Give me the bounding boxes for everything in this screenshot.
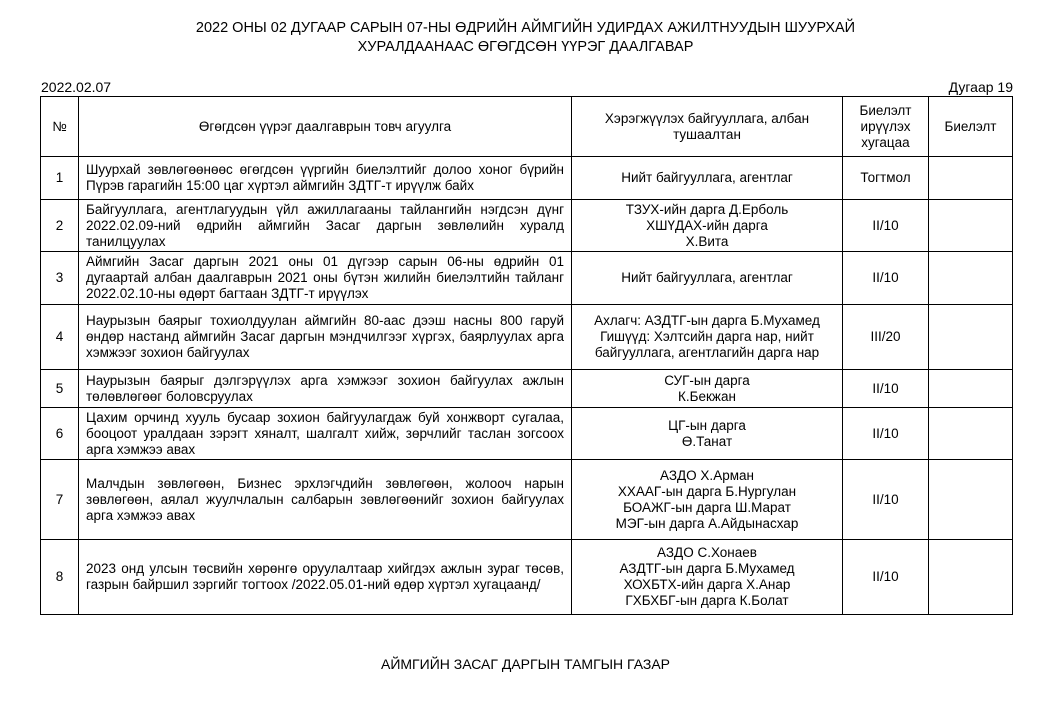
- column-header-due-line: ирүүлэх: [860, 118, 911, 134]
- table-row: [41, 408, 1013, 460]
- task-text: Шуурхай зөвлөгөөнөөс өгөгдсөн үүргийн биелэлтийг долоо хоног бүрийн Пүрэв гарагийн 15:00 цаг хүртэл аймгийн ЗДТГ-т ирүүлж байх: [79, 157, 572, 200]
- responsible-line: СУГ-ын дарга: [664, 372, 750, 388]
- table-row: [41, 370, 1013, 408]
- status-cell: [929, 157, 1013, 200]
- status-cell: [929, 460, 1013, 540]
- column-header-number: №: [41, 97, 79, 157]
- responsible-line: ГХБХБГ-ын дарга К.Болат: [625, 593, 789, 608]
- responsible-line: АЗДО Х.Арман: [660, 467, 754, 483]
- column-header-due-line: хугацаа: [861, 134, 910, 150]
- responsible-line: ХХААГ-ын дарга Б.Нургулан: [617, 483, 797, 499]
- due-cell: II/10: [843, 370, 929, 408]
- document-date: 2022.02.07: [41, 79, 112, 95]
- responsible-line: К.Бекжан: [678, 388, 736, 404]
- responsible-line: Гишүүд: Хэлтсийн дарга нар, нийт: [600, 329, 814, 344]
- due-cell: II/10: [843, 408, 929, 460]
- document-title-line-1: 2022 ОНЫ 02 ДУГААР САРЫН 07-НЫ ӨДРИЙН АЙМГИЙН УДИРДАХ АЖИЛТНУУДЫН ШУУРХАЙ: [195, 20, 856, 36]
- task-text: Байгууллага, агентлагуудын үйл ажиллагааны тайлангийн нэгдсэн дүнг 2022.02.09-ний өдрийн аймгийн Засаг даргын зөвлөлийн хуралд танилцуулах: [79, 200, 572, 252]
- status-cell: [929, 408, 1013, 460]
- row-number: 7: [41, 460, 79, 540]
- task-text: Наурызын баярыг тохиолдуулан аймгийн 80-аас дээш насны 800 гаруй өндөр настанд аймгийн Засаг даргын мэндчилгээг хүргэх, баярлуулах арга хэмжээг зохион байгуулах: [79, 305, 572, 370]
- column-header-responsible: [572, 97, 843, 157]
- responsible-cell: [572, 252, 843, 305]
- responsible-line: МЭГ-ын дарга А.Айдынасхар: [615, 515, 799, 531]
- status-cell: [929, 305, 1013, 370]
- responsible-cell: [572, 157, 843, 200]
- responsible-line: БОАЖГ-ын дарга Ш.Марат: [623, 499, 791, 515]
- due-cell: II/10: [843, 200, 929, 252]
- status-cell: [929, 370, 1013, 408]
- responsible-line: Ахлагч: АЗДТГ-ын дарга Б.Мухамед: [594, 313, 820, 328]
- footer-organization: АЙМГИЙН ЗАСАГ ДАРГЫН ТАМГЫН ГАЗАР: [380, 656, 671, 672]
- responsible-cell: [572, 370, 843, 408]
- status-cell: [929, 200, 1013, 252]
- column-header-due: [843, 97, 929, 157]
- responsible-cell: [572, 540, 843, 615]
- document-number: Дугаар 19: [948, 79, 1013, 95]
- responsible-line: Ө.Танат: [681, 433, 733, 449]
- task-text: Аймгийн Засаг даргын 2021 оны 01 дүгээр сарын 06-ны өдрийн 01 дугаартай албан даалгаврын 2021 оны бүтэн жилийн биелэлтийн тайланг 2022.02.10-ны өдөрт багтаан ЗДТГ-т ирүүлэх: [79, 252, 572, 305]
- status-cell: [929, 540, 1013, 615]
- due-cell: II/10: [843, 252, 929, 305]
- table-header-row: [41, 97, 1013, 157]
- due-cell: Тогтмол: [843, 157, 929, 200]
- responsible-line: АЗДО С.Хонаев: [657, 545, 757, 560]
- row-number: 8: [41, 540, 79, 615]
- table-row: [41, 252, 1013, 305]
- row-number: 3: [41, 252, 79, 305]
- responsible-line: Х.Вита: [685, 233, 729, 249]
- table-row: [41, 460, 1013, 540]
- status-cell: [929, 252, 1013, 305]
- responsible-cell: [572, 305, 843, 370]
- row-number: 6: [41, 408, 79, 460]
- responsible-cell: [572, 460, 843, 540]
- due-cell: II/10: [843, 540, 929, 615]
- document-title-line-2: ХУРАЛДААНААС ӨГӨГДСӨН ҮҮРЭГ ДААЛГАВАР: [357, 39, 694, 55]
- column-header-status: Биелэлт: [929, 97, 1013, 157]
- column-header-responsible-line: тушаалтан: [673, 126, 741, 142]
- table-row: [41, 305, 1013, 370]
- responsible-line: Нийт байгууллага, агентлаг: [621, 270, 793, 285]
- table-row: [41, 540, 1013, 615]
- responsible-line: ХОХБТХ-ийн дарга Х.Анар: [623, 577, 791, 592]
- responsible-cell: [572, 408, 843, 460]
- column-header-responsible-line: Хэрэгжүүлэх байгууллага, албан: [604, 110, 810, 126]
- row-number: 2: [41, 200, 79, 252]
- responsible-line: ЦГ-ын дарга: [668, 417, 746, 433]
- responsible-line: ТЗУХ-ийн дарга Д.Ерболь: [625, 201, 789, 217]
- responsible-line: Нийт байгууллага, агентлаг: [621, 170, 793, 185]
- due-cell: III/20: [843, 305, 929, 370]
- column-header-task: Өгөгдсөн үүрэг даалгаврын товч агуулга: [79, 97, 572, 157]
- task-table: [40, 96, 1013, 615]
- row-number: 5: [41, 370, 79, 408]
- task-text: Цахим орчинд хууль бусаар зохион байгуулагдаж буй хонжворт сугалаа, бооцоот уралдаан зэрэгт хяналт, шалгалт хийж, зөрчлийг таслан зогсоох арга хэмжээ авах: [79, 408, 572, 460]
- table-row: [41, 200, 1013, 252]
- responsible-line: АЗДТГ-ын дарга Б.Мухамед: [619, 561, 795, 576]
- document-title: [0, 19, 1051, 57]
- task-text: Наурызын баярыг дэлгэрүүлэх арга хэмжээг зохион байгуулах ажлын төлөвлөгөөг боловсруулах: [79, 370, 572, 408]
- column-header-due-line: Биелэлт: [859, 102, 912, 118]
- table-row: [41, 157, 1013, 200]
- row-number: 4: [41, 305, 79, 370]
- responsible-cell: [572, 200, 843, 252]
- due-cell: II/10: [843, 460, 929, 540]
- task-text: Малчдын зөвлөгөөн, Бизнес эрхлэгчдийн зөвлөгөөн, жолооч нарын зөвлөгөөн, аялал жуулчлалын салбарын зөвлөгөөнийг зохион байгуулах арга хэмжээ авах: [79, 460, 572, 540]
- responsible-line: байгууллага, агентлагийн дарга нар: [594, 345, 820, 360]
- task-text: 2023 онд улсын төсвийн хөрөнгө оруулалтаар хийгдэх ажлын зураг төсөв, газрын байршил зэргийг тогтоох /2022.05.01-ний өдөр хүртэл хугацаанд/: [79, 540, 572, 615]
- responsible-line: ХШҮДАХ-ийн дарга: [646, 217, 768, 233]
- row-number: 1: [41, 157, 79, 200]
